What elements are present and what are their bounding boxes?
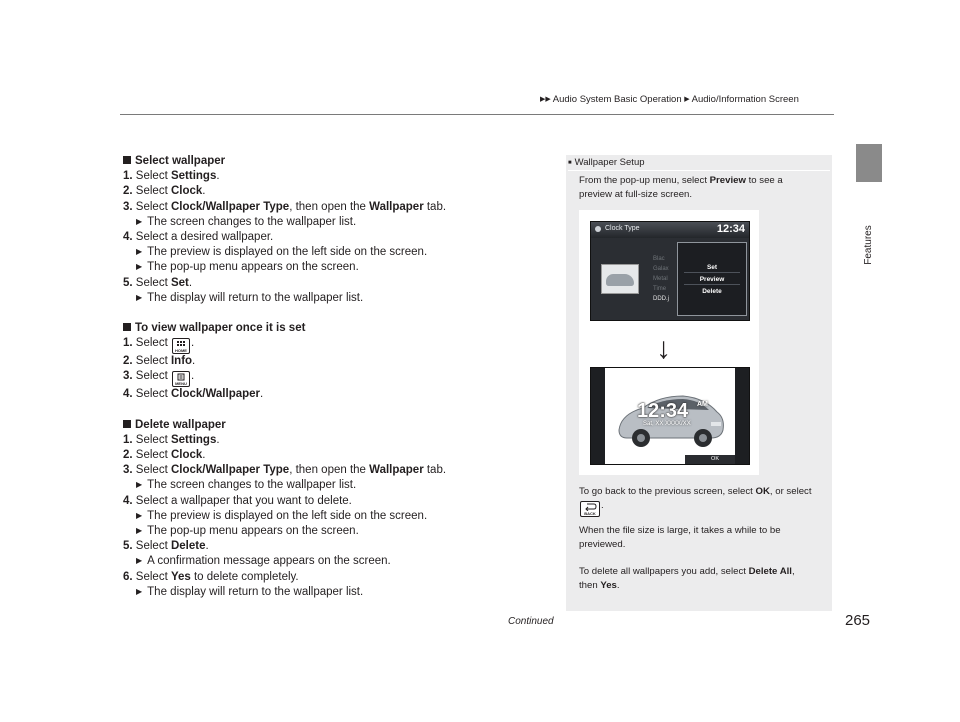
step: 2. Select Clock. [123, 185, 206, 198]
result-arrow-icon: ▶ [136, 526, 143, 536]
breadcrumb-item[interactable]: Audio System Basic Operation [552, 94, 682, 105]
step: 4. Select Clock/Wallpaper. [123, 388, 264, 401]
chapter-tab[interactable] [856, 144, 882, 182]
step: 5. Select Delete. [123, 540, 209, 553]
screen-title-bar: Clock Type 12:34 [591, 222, 749, 238]
breadcrumb-separator-icon: ▶ [684, 96, 690, 103]
step: 4. Select a desired wallpaper. [123, 231, 274, 244]
list-item: Metal [653, 276, 668, 282]
result-arrow-icon: ▶ [136, 586, 143, 596]
step-result: ▶ The pop-up menu appears on the screen. [136, 525, 359, 538]
step: 6. Select Yes to delete completely. [123, 570, 299, 583]
step-result: ▶ The screen changes to the wallpaper list. [136, 215, 357, 228]
result-arrow-icon: ▶ [136, 216, 143, 226]
list-item: Blac [653, 256, 665, 262]
step: 2. Select Clock. [123, 449, 206, 462]
step-result: ▶ The display will return to the wallpaper list. [136, 291, 364, 304]
list-item: DDD.j [653, 296, 669, 302]
menu-icon: MENU [172, 371, 190, 387]
section-heading: Select wallpaper [123, 154, 543, 169]
result-arrow-icon: ▶ [136, 480, 143, 490]
note-paragraph: From the pop-up menu, select Preview to see a preview at full-size screen. [579, 175, 783, 200]
result-arrow-icon: ▶ [136, 556, 143, 566]
step: 3. Select Clock/Wallpaper Type, then open the Wallpaper tab. [123, 200, 447, 213]
note-paragraph: To delete all wallpapers you add, select Delete All, then Yes. [579, 566, 795, 591]
step: 3. Select MENU . [123, 370, 195, 387]
popup-menu [677, 242, 747, 316]
preview-date: Sat, XX XXXX/XX [643, 421, 691, 427]
step-result: ▶ The display will return to the wallpaper list. [136, 585, 364, 598]
preview-ampm: AM [697, 401, 708, 408]
step: 5. Select Set. [123, 276, 193, 289]
square-bullet-icon [123, 156, 131, 164]
list-item: Galax [653, 266, 669, 272]
section-heading: Delete wallpaper [123, 418, 543, 433]
square-bullet-icon [123, 323, 131, 331]
note-divider [568, 170, 830, 171]
page-number: 265 [845, 612, 871, 629]
note-marker-icon: ■ [568, 160, 572, 166]
step: 3. Select Clock/Wallpaper Type, then open the Wallpaper tab. [123, 464, 447, 477]
back-icon: BACK [580, 501, 600, 517]
step-result: ▶ The preview is displayed on the left side on the screen. [136, 509, 428, 522]
square-bullet-icon [123, 420, 131, 428]
breadcrumb-marker-icon: ▶▶ [540, 96, 551, 103]
step-result: ▶ The screen changes to the wallpaper list. [136, 479, 357, 492]
home-icon: HOME [172, 338, 190, 354]
settings-icon [595, 226, 601, 232]
menu-item-set[interactable]: Set [684, 263, 740, 273]
step: 1. Select Settings. [123, 433, 220, 446]
note-paragraph: To go back to the previous screen, select OK, or select BACK . [579, 486, 812, 516]
menu-item-preview[interactable]: Preview [684, 275, 740, 285]
screenshot-wallpaper-preview [590, 367, 750, 465]
section-heading: To view wallpaper once it is set [123, 321, 543, 336]
step: 2. Select Info. [123, 355, 196, 368]
wallpaper-thumbnail [601, 264, 639, 294]
result-arrow-icon: ▶ [136, 510, 143, 520]
header-divider [120, 114, 834, 115]
screenshot-wallpaper-menu [590, 221, 750, 321]
chapter-label: Features [863, 225, 874, 265]
list-item: Time [653, 286, 667, 292]
step-result: ▶ The pop-up menu appears on the screen. [136, 261, 359, 274]
step: 1. Select Settings. [123, 170, 220, 183]
continued-label: Continued [508, 616, 554, 627]
menu-item-delete[interactable]: Delete [702, 288, 722, 295]
ok-button[interactable]: OK [685, 455, 735, 464]
step: 4. Select a wallpaper that you want to delete. [123, 494, 352, 507]
step: 1. Select HOME . [123, 337, 195, 354]
result-arrow-icon: ▶ [136, 262, 143, 272]
breadcrumb [540, 94, 799, 105]
step-result: ▶ The preview is displayed on the left side on the screen. [136, 246, 428, 259]
breadcrumb-item[interactable]: Audio/Information Screen [691, 94, 799, 105]
down-arrow-icon: ↓ [656, 332, 671, 365]
preview-clock: 12:34 [637, 400, 689, 422]
car-icon [606, 274, 634, 286]
result-arrow-icon: ▶ [136, 292, 143, 302]
result-arrow-icon: ▶ [136, 247, 143, 257]
step-result: ▶ A confirmation message appears on the screen. [136, 555, 391, 568]
main-content [123, 154, 543, 600]
note-paragraph: When the file size is large, it takes a while to be previewed. [579, 525, 781, 550]
note-title: ■ Wallpaper Setup [568, 157, 645, 168]
